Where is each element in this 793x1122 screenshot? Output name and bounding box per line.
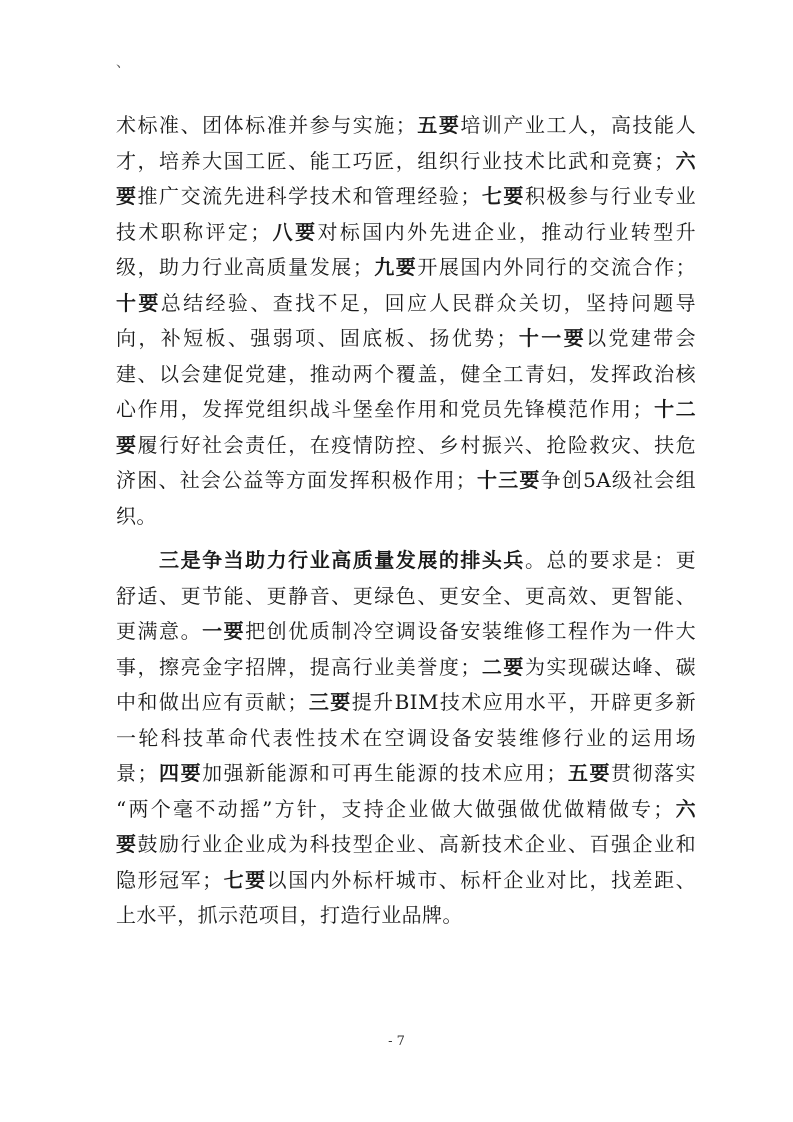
text-run: 对标国内外先进企业，推动行业转型升 [317,219,696,244]
text-run: 培训产业工人，高技能人 [460,113,696,137]
text-line [116,428,696,464]
bold-text: 二要 [480,654,525,679]
page-number: - 7 [388,1034,405,1049]
text-run: 建、以会建促党建，推动两个覆盖，健全工青妇，发挥政治核 [116,361,696,386]
text-run: 心作用，发挥党组织战斗堡垒作用和党员先锋模范作用； [116,397,653,421]
text-run: 济困、社会公益等方面发挥积极作用； [116,468,477,492]
paragraph [116,108,696,534]
text-run: 以党建带会 [586,326,697,350]
text-run: 隐形冠军； [116,867,223,892]
text-run: 一轮科技革命代表性技术在空调设备安装维修行业的运用场 [116,725,696,750]
bold-text: 十三要 [476,468,541,492]
text-line [116,756,696,792]
text-run: 。总的要求是：更 [524,548,696,572]
text-line [116,144,696,180]
body-text [116,108,696,934]
text-run: 履行好社会责任，在疫情防控、乡村振兴、抢险救灾、扶危 [137,432,696,457]
text-line [116,108,696,144]
bold-text: 七要 [480,184,525,208]
text-line [116,898,696,934]
bold-text: 六 [674,148,696,173]
bold-text: 三要 [307,690,352,714]
text-run: 推广交流先进科学技术和管理经验； [137,184,481,208]
text-line [116,685,696,721]
text-run: 技术职称评定； [116,219,271,244]
text-run: 才，培养大国工匠、能工巧匠，组织行业技术比武和竞赛； [116,148,675,173]
text-run: 鼓励行业企业成为科技型企业、高新技术企业、百强企业和 [137,832,696,856]
text-run: 提升BIM技术应用水平，开辟更多新 [351,690,696,714]
text-run: 上水平，抓示范项目，打造行业品牌。 [116,903,463,927]
bold-text: 十二 [652,397,696,421]
text-run: 级，助力行业高质量发展； [116,255,374,279]
text-line [116,614,696,650]
text-run: 景； [116,761,158,785]
bold-text: 八要 [270,219,318,244]
text-run: 更满意。 [116,619,203,643]
text-line [116,863,696,899]
text-line [116,321,696,357]
text-run: “两个毫不动摇”方针，支持企业做大做强做优做精做专； [116,796,674,821]
text-line [116,792,696,828]
text-run: 贯彻落实 [611,761,696,785]
bold-text: 五要 [416,113,461,137]
text-line [116,215,696,251]
text-run: 把创优质制冷空调设备安装维修工程作为一件大 [245,619,696,643]
bold-text: 七要 [222,867,267,892]
text-line [116,543,696,579]
text-run: 术标准、团体标准并参与实施； [116,113,417,137]
text-line [116,499,696,535]
bold-text: 六 [673,796,696,821]
paragraph [116,543,696,934]
text-line [116,392,696,428]
text-line [116,179,696,215]
bold-text: 五要 [566,761,611,785]
text-run: 加强新能源和可再生能源的技术应用； [202,761,567,785]
text-line [116,357,696,393]
text-run: 舒适、更节能、更静音、更绿色、更安全、更高效、更智能、 [116,583,696,608]
text-run: 中和做出应有贡献； [116,690,308,714]
bold-text: 要 [116,832,138,856]
text-line [116,286,696,322]
bold-text: 要 [116,432,138,457]
bold-text: 十一要 [516,326,587,350]
text-run: 向，补短板、强弱项、固底板、扬优势； [116,326,517,350]
text-run: 总结经验、查找不足，回应人民群众关切，坚持问题导 [160,290,696,315]
text-run: 织。 [116,503,157,528]
text-line [116,827,696,863]
text-line [116,579,696,615]
bold-text: 九要 [373,255,418,279]
text-run: 积极参与行业专业 [524,184,696,208]
bold-text: 十要 [116,290,161,315]
text-run: 开展国内外同行的交流合作； [417,255,696,279]
bold-text: 四要 [157,761,203,785]
text-run: 为实现碳达峰、碳 [524,654,696,679]
text-line [116,463,696,499]
text-run: 争创5A级社会组 [540,468,696,492]
text-run: 事，擦亮金字招牌，提高行业美誉度； [116,654,481,679]
paragraph-gap [116,534,696,543]
bold-text: 三是争当助力行业高质量发展的排头兵 [116,548,525,572]
text-line [116,721,696,757]
bold-text: 一要 [202,619,246,643]
text-line [116,250,696,286]
text-run: 以国内外标杆城市、标杆企业对比，找差距、 [266,867,697,892]
top-mark: 、 [116,55,130,71]
bold-text: 要 [116,184,138,208]
text-line [116,650,696,686]
